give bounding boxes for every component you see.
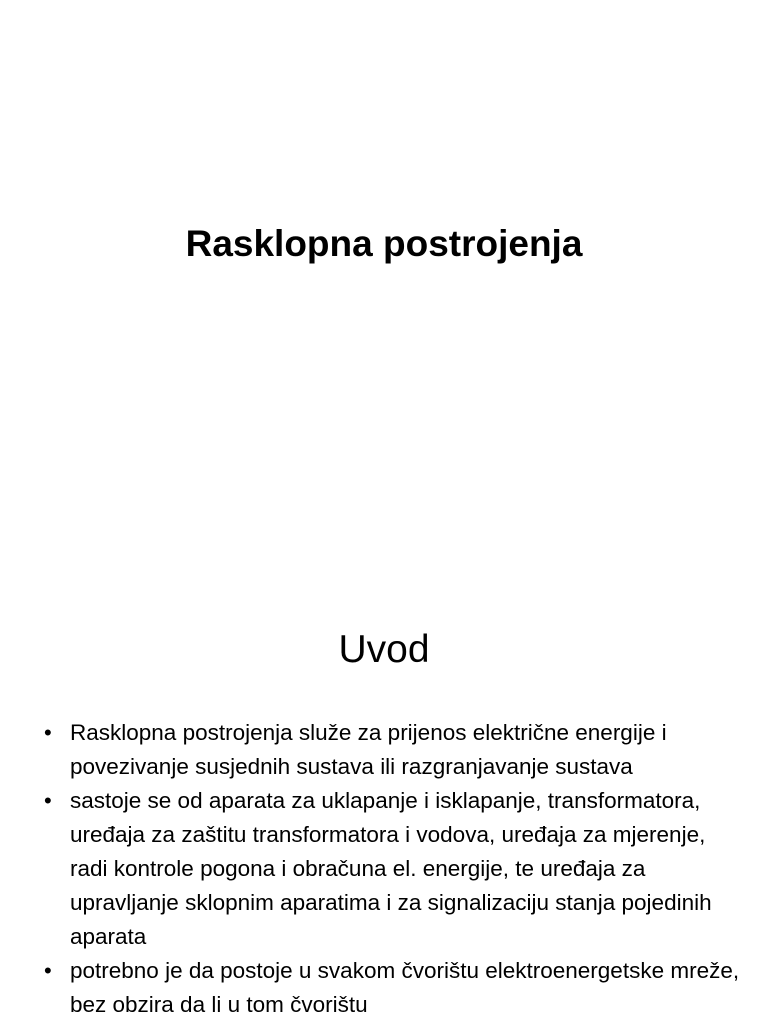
section-title: Uvod xyxy=(338,628,430,671)
list-item xyxy=(40,716,740,784)
slide-title: Rasklopna postrojenja xyxy=(185,223,583,264)
bullet-icon: • xyxy=(44,958,52,983)
intro-slide xyxy=(0,576,768,1024)
bullet-text: potrebno je da postoje u svakom čvorištu elektroenergetske mreže, bez obzira da li u tom čvorištu xyxy=(70,958,740,1017)
list-item xyxy=(40,954,740,1022)
bullet-list xyxy=(40,716,740,1022)
bullet-text: Rasklopna postrojenja služe za prijenos električne energije i povezivanje susjednih sustava ili razgranjavanje sustava xyxy=(70,720,667,779)
bullet-icon: • xyxy=(44,720,52,745)
list-item xyxy=(40,784,740,954)
bullet-icon: • xyxy=(44,788,52,813)
bullet-text: sastoje se od aparata za uklapanje i isklapanje, transformatora, uređaja za zaštitu transformatora i vodova, uređaja za mjerenje, radi kontrole pogona i obračuna el. energije, te uređaja za upravljanje sklopnim aparatima i za signalizaciju stanja pojedinih aparata xyxy=(70,788,712,949)
